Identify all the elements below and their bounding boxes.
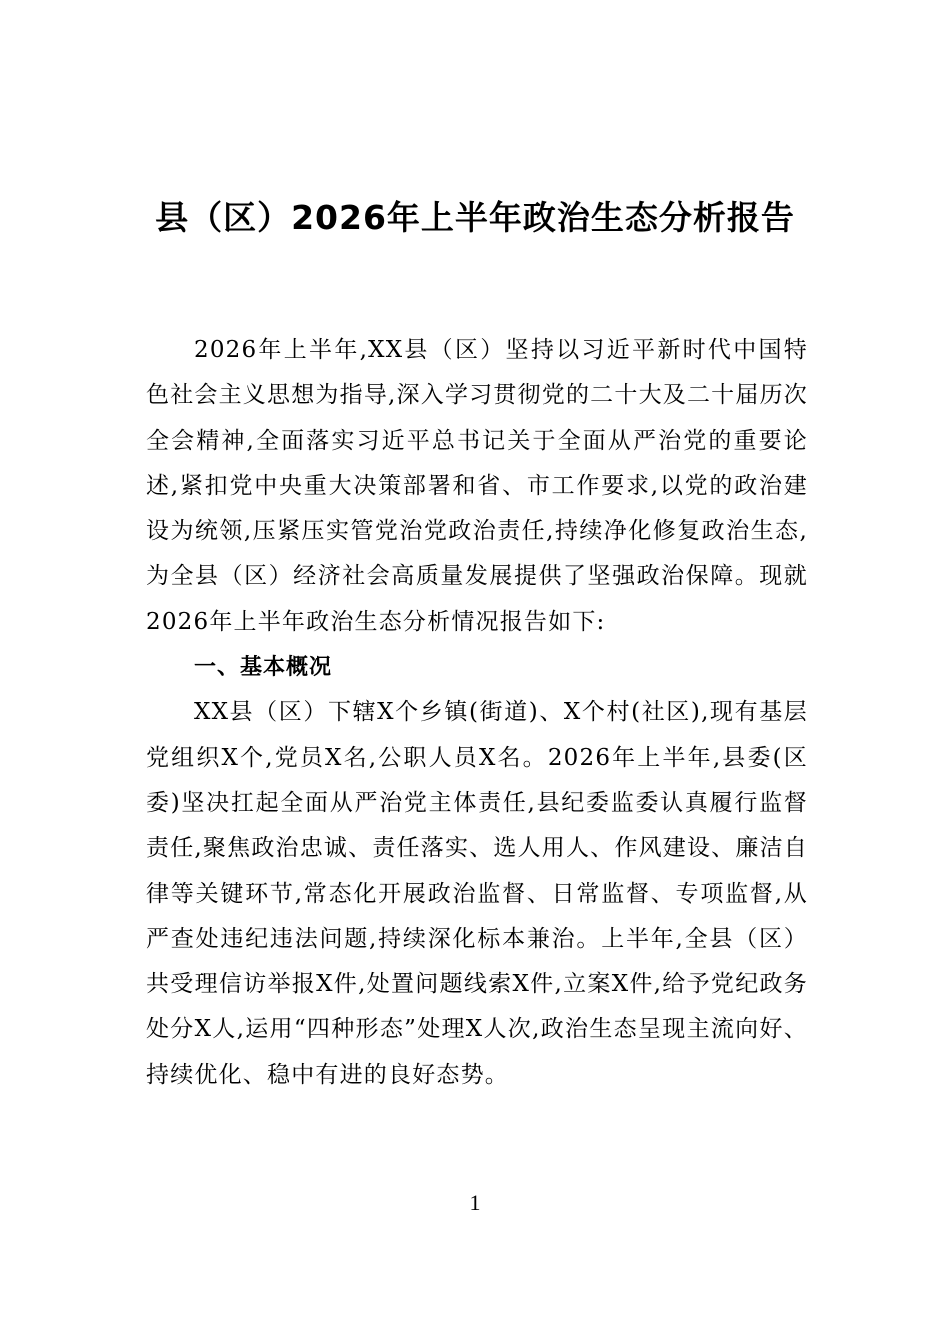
page-number: 1 — [469, 1190, 481, 1215]
document-body — [146, 328, 808, 1098]
section-heading-basic-overview: 一、基本概况 — [194, 655, 333, 681]
basic-overview-paragraph: XX县（区）下辖X个乡镇(街道)、X个村(社区),现有基层党组织X个,党员X名,公职人员X名。2026年上半年,县委(区委)坚决扛起全面从严治党主体责任,县纪委监委认真履行监督责任,聚焦政治忠诚、责任落实、选人用人、作风建设、廉洁自律等关键环节,常态化开展政治监督、日常监督、专项监督,从严查处违纪违法问题,持续深化标本兼治。上半年,全县（区）共受理信访举报X件,处置问题线索X件,立案X件,给予党纪政务处分X人,运用“四种形态”处理X人次,政治生态呈现主流向好、持续优化、稳中有进的良好态势。 — [146, 699, 808, 1088]
document-title: 县（区）2026年上半年政治生态分析报告 — [155, 198, 795, 237]
intro-paragraph: 2026年上半年,XX县（区）坚持以习近平新时代中国特色社会主义思想为指导,深入学习贯彻党的二十大及二十届历次全会精神,全面落实习近平总书记关于全面从严治党的重要论述,紧扣党中央重大决策部署和省、市工作要求,以党的政治建设为统领,压紧压实管党治党政治责任,持续净化修复政治生态,为全县（区）经济社会高质量发展提供了坚强政治保障。现就2026年上半年政治生态分析情况报告如下: — [146, 337, 808, 635]
